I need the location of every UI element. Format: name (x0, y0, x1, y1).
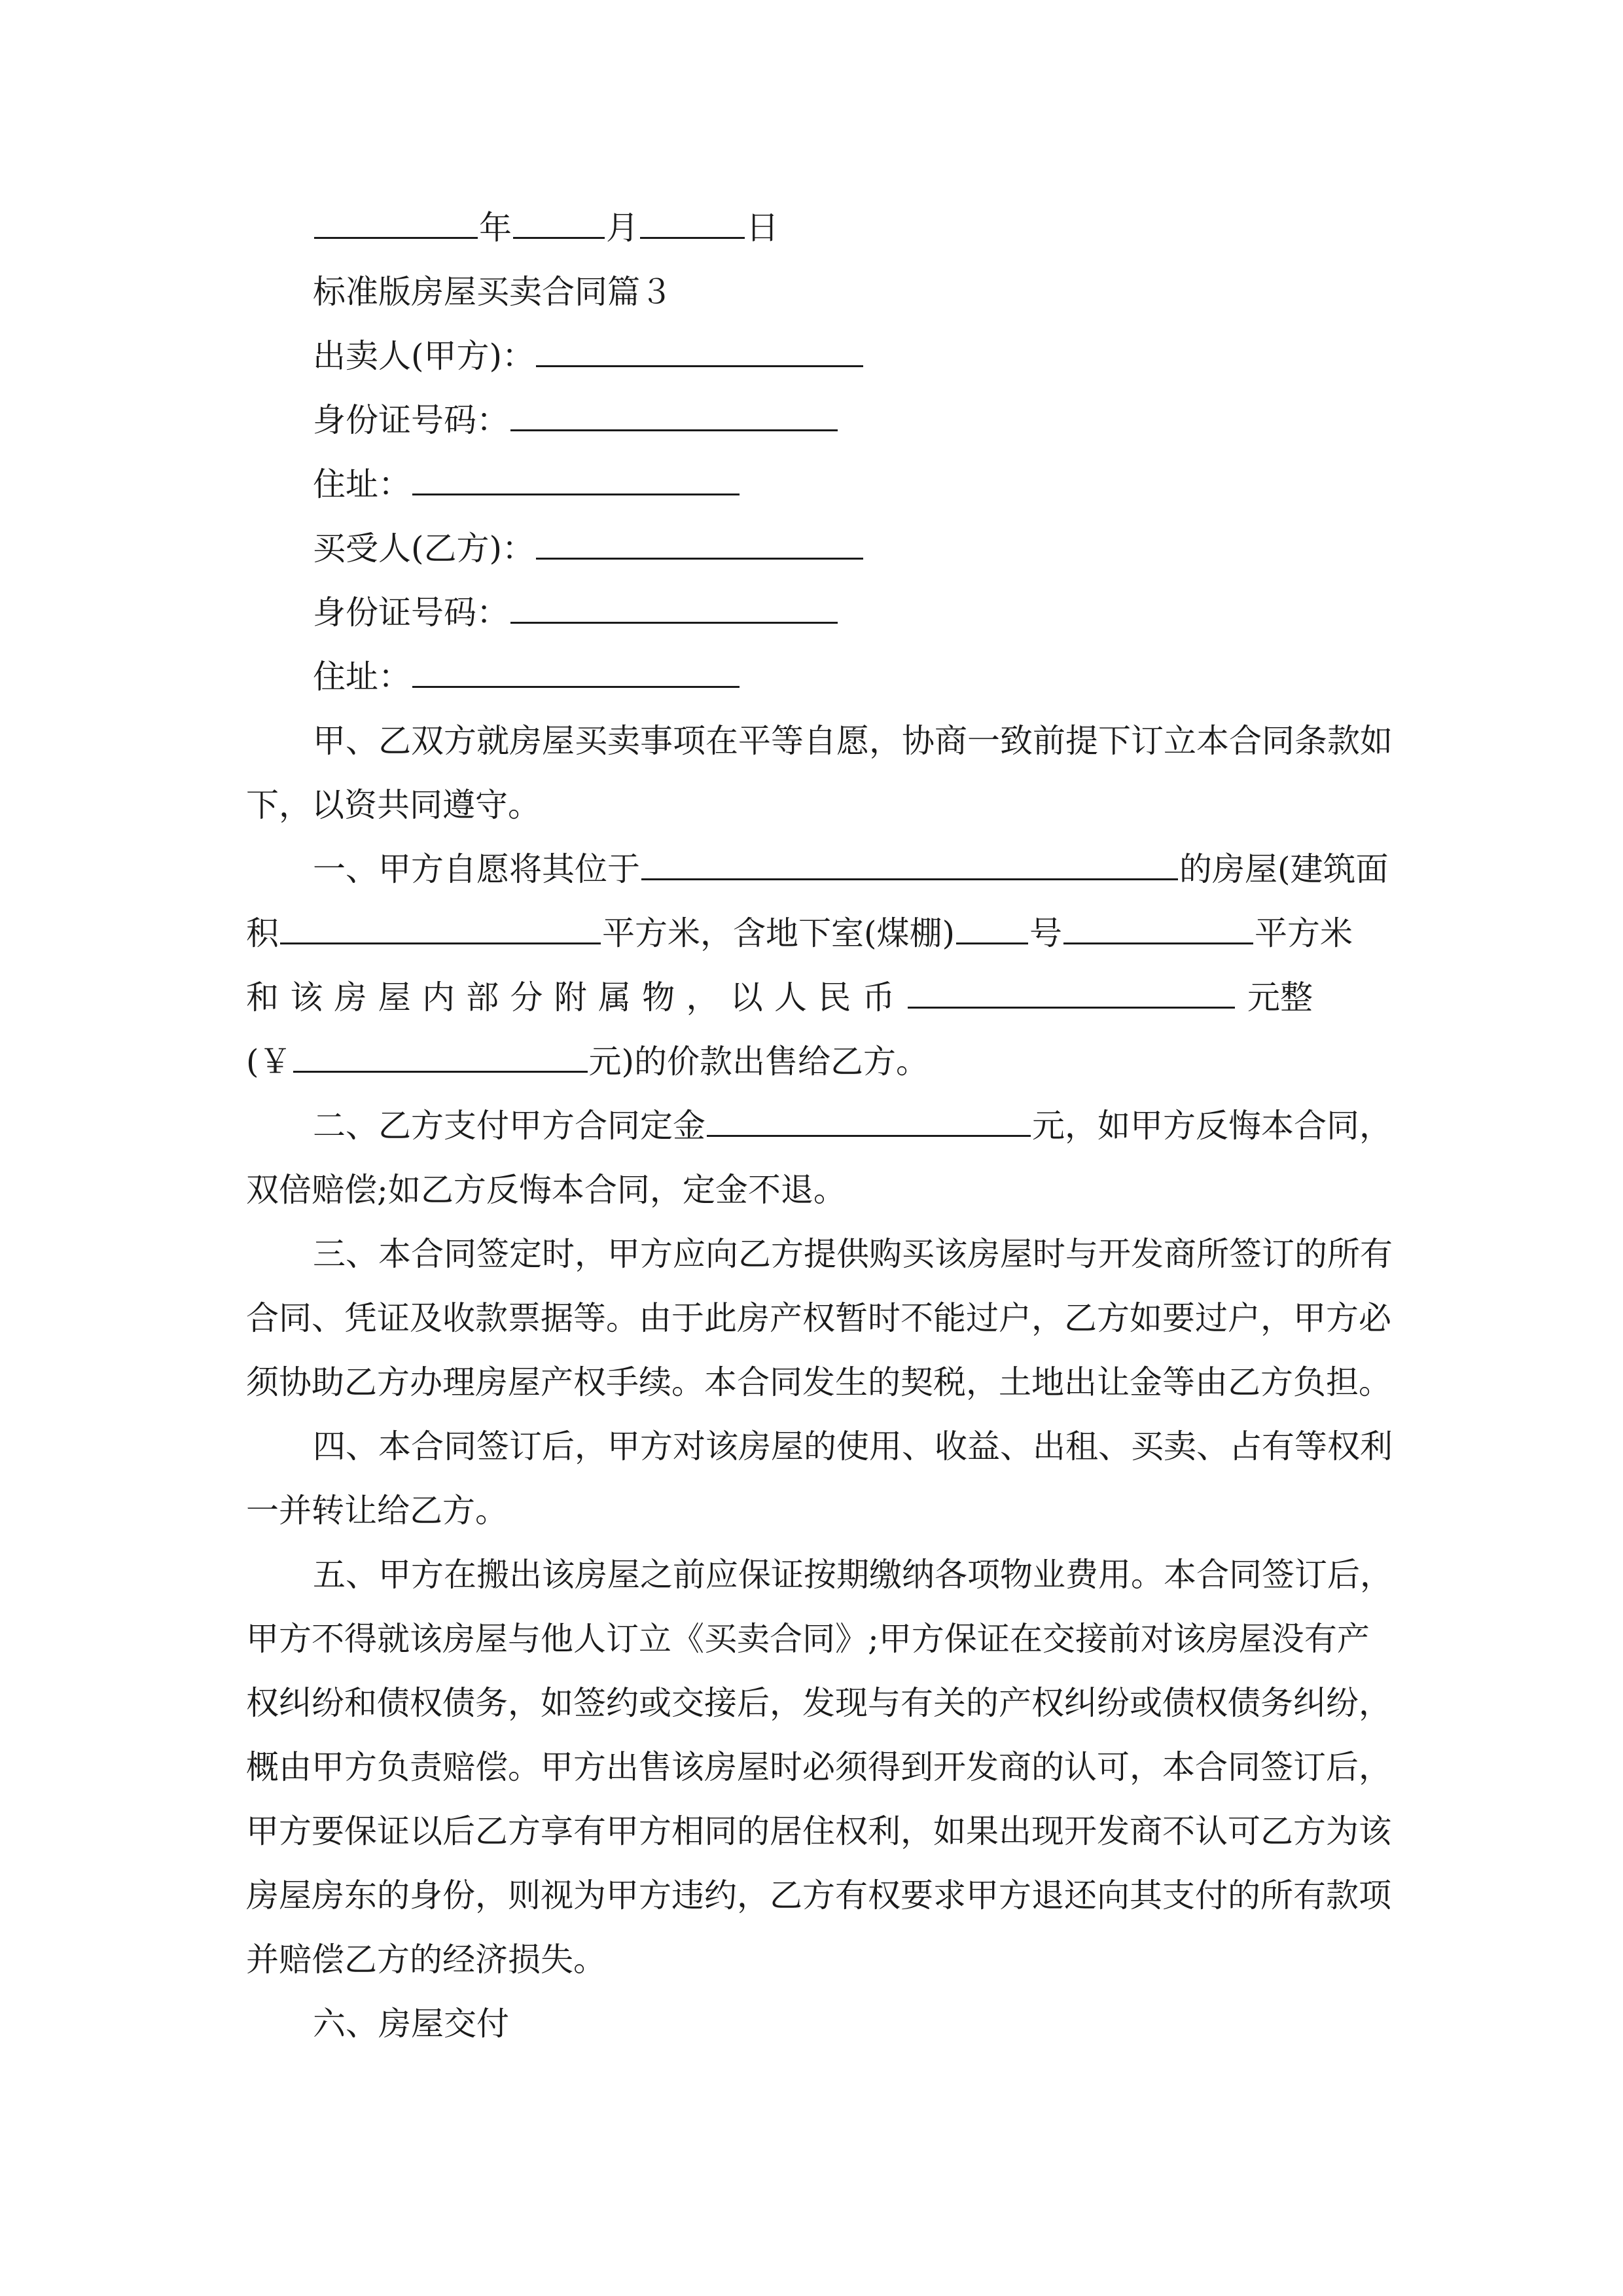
property-location-blank[interactable] (641, 850, 1178, 880)
clause6-heading: 六、房屋交付 (313, 2005, 509, 2043)
clause1-char: 民 (818, 978, 851, 1016)
buyer-label: 买受人(乙方)： (313, 529, 535, 567)
intro-line-1: 甲、乙双方就房屋买卖事项在平等自愿，协商一致前提下订立本合同条款如 (313, 722, 1393, 760)
clause3-line-3: 须协助乙方办理房屋产权手续。本合同发生的契税，土地出让金等由乙方负担。 (246, 1363, 1391, 1401)
clause1-text-d: 平方米，含地下室(煤棚) (602, 914, 955, 952)
clause2-line-2: 双倍赔偿;如乙方反悔本合同，定金不退。 (246, 1171, 846, 1209)
clause1-text-g: 元整 (1247, 978, 1313, 1016)
clause1-line-1 (0, 850, 1623, 889)
seller-address-blank[interactable] (412, 465, 740, 495)
seller-id-row (0, 401, 1623, 440)
clause2-text-b: 元，如甲方反悔本合同， (1032, 1107, 1392, 1145)
month-blank[interactable] (513, 208, 605, 239)
price-yuan-blank[interactable] (293, 1042, 588, 1073)
buyer-row (0, 529, 1623, 568)
clause3-line-2: 合同、凭证及收款票据等。由于此房产权暂时不能过户，乙方如要过户，甲方必 (246, 1299, 1391, 1337)
price-rmb-blank[interactable] (908, 978, 1235, 1009)
clause5-line-2: 甲方不得就该房屋与他人订立《买卖合同》;甲方保证在交接前对该房屋没有产 (246, 1620, 1370, 1658)
clause1-char: 分 (510, 978, 543, 1016)
clause1-char: 该 (290, 978, 323, 1016)
clause1-char: 房 (334, 978, 367, 1016)
clause1-justified-row (246, 978, 1313, 1017)
clause1-text-e: 号 (1029, 914, 1063, 952)
basement-area-blank[interactable] (1063, 914, 1253, 944)
buyer-address-label: 住址： (313, 658, 411, 696)
year-blank[interactable] (314, 208, 478, 239)
basement-number-blank[interactable] (956, 914, 1028, 944)
clause1-line-3 (0, 978, 1623, 1017)
date-line (0, 208, 1623, 247)
clause1-char: 内 (422, 978, 455, 1016)
month-label: 月 (606, 209, 639, 247)
clause1-line-4 (0, 1042, 1623, 1081)
clause1-text-f: 平方米 (1255, 914, 1353, 952)
day-blank[interactable] (640, 208, 745, 239)
deposit-blank[interactable] (707, 1106, 1031, 1137)
clause1-text-i: 元)的价款出售给乙方。 (588, 1043, 929, 1081)
clause2-line-1 (0, 1106, 1623, 1145)
buyer-id-blank[interactable] (510, 593, 838, 624)
clause1-char: 物 (642, 978, 675, 1016)
seller-label: 出卖人(甲方)： (313, 337, 535, 375)
clause5-line-4: 概由甲方负责赔偿。甲方出售该房屋时必须得到开发商的认可，本合同签订后， (246, 1748, 1391, 1786)
seller-name-blank[interactable] (536, 336, 863, 367)
clause1-char: 部 (466, 978, 499, 1016)
clause1-text-a: 一、甲方自愿将其位于 (313, 850, 640, 888)
clause3-line-1: 三、本合同签定时，甲方应向乙方提供购买该房屋时与开发商所签订的所有 (313, 1235, 1393, 1273)
buyer-address-blank[interactable] (412, 657, 740, 688)
clause1-char: 和 (246, 978, 279, 1016)
buyer-name-blank[interactable] (536, 529, 863, 560)
seller-address-row (0, 465, 1623, 504)
clause1-char: 人 (774, 978, 807, 1016)
clause1-text-h: (￥ (246, 1043, 292, 1081)
clause5-line-3: 权纠纷和债权债务，如签约或交接后，发现与有关的产权纠纷或债权债务纠纷， (246, 1684, 1391, 1722)
clause1-char: 屋 (378, 978, 411, 1016)
seller-row (0, 336, 1623, 376)
clause1-text-b: 的房屋(建筑面 (1179, 850, 1389, 888)
intro-line-2: 下，以资共同遵守。 (246, 786, 541, 824)
seller-id-blank[interactable] (510, 401, 838, 431)
clause1-char: ， (686, 978, 719, 1016)
clause1-char: 以 (730, 978, 763, 1016)
seller-address-label: 住址： (313, 465, 411, 503)
clause1-char: 币 (862, 978, 895, 1016)
buyer-id-label: 身份证号码： (313, 594, 509, 632)
clause1-char: 附 (554, 978, 587, 1016)
clause1-char: 属 (598, 978, 631, 1016)
document-title: 标准版房屋买卖合同篇３ (313, 273, 673, 311)
buyer-address-row (0, 657, 1623, 696)
seller-id-label: 身份证号码： (313, 401, 509, 439)
day-label: 日 (746, 209, 779, 247)
clause1-line-2 (0, 914, 1623, 953)
clause2-text-a: 二、乙方支付甲方合同定金 (313, 1107, 705, 1145)
clause4-line-1: 四、本合同签订后，甲方对该房屋的使用、收益、出租、买卖、占有等权利 (313, 1427, 1393, 1465)
clause5-line-7: 并赔偿乙方的经济损失。 (246, 1941, 606, 1979)
clause5-line-5: 甲方要保证以后乙方享有甲方相同的居住权利，如果出现开发商不认可乙方为该 (246, 1812, 1391, 1850)
buyer-id-row (0, 593, 1623, 632)
clause4-line-2: 一并转让给乙方。 (246, 1492, 508, 1530)
year-label: 年 (479, 209, 512, 247)
building-area-blank[interactable] (280, 914, 601, 944)
clause1-text-c: 积 (246, 914, 279, 952)
clause5-line-6: 房屋房东的身份，则视为甲方违约，乙方有权要求甲方退还向其支付的所有款项 (246, 1876, 1391, 1914)
clause5-line-1: 五、甲方在搬出该房屋之前应保证按期缴纳各项物业费用。本合同签订后， (313, 1556, 1393, 1594)
